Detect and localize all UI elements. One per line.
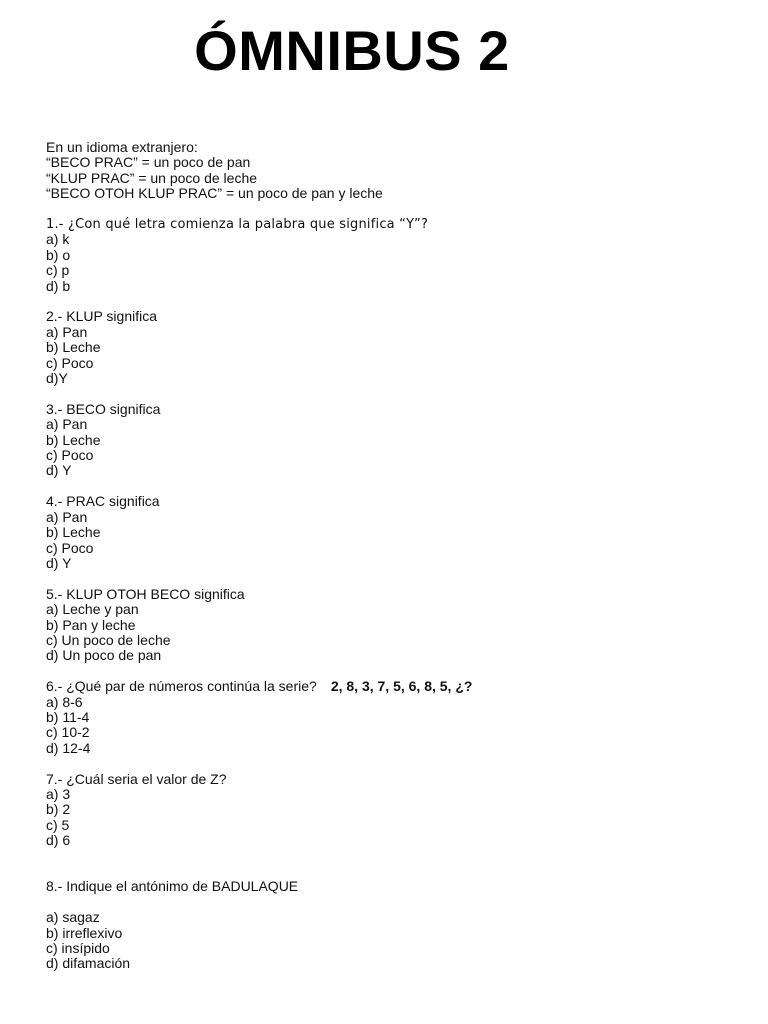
answer-option: b) Leche [46, 339, 101, 356]
answer-option: d) 6 [46, 832, 71, 849]
answer-option: d) b [46, 277, 71, 294]
intro-line: En un idioma extranjero: [46, 139, 198, 155]
answer-option: a) 3 [46, 785, 71, 802]
answer-option: d) 12-4 [46, 739, 91, 756]
intro-line: “BECO OTOH KLUP PRAC” = un poco de pan y leche [46, 185, 383, 202]
answer-option: c) Poco [46, 354, 94, 371]
answer-option: a) Pan [46, 508, 88, 525]
answer-option: d) Y [46, 462, 72, 479]
question-text: 6.- ¿Qué par de números continúa la serie? [46, 678, 317, 695]
question-text: 8.- Indique el antónimo de BADULAQUE [46, 878, 299, 895]
answer-option: c) Poco [46, 539, 94, 556]
answer-option: b) Leche [46, 524, 101, 541]
question-7 [46, 772, 736, 849]
answer-option: c) p [46, 262, 70, 279]
answer-option: a) sagaz [46, 909, 100, 926]
answer-option: d) Y [46, 554, 72, 571]
answer-option: a) Pan [46, 416, 88, 433]
question-8 [46, 879, 736, 971]
answer-option: a) Leche y pan [46, 601, 139, 618]
page-title: ÓMNIBUS 2 [194, 19, 510, 82]
answer-option: c) Un poco de leche [46, 631, 171, 648]
answer-option: a) 8-6 [46, 693, 83, 710]
answer-option: d) difamación [46, 955, 131, 972]
answer-option: a) k [46, 231, 70, 248]
question-line [46, 679, 736, 694]
number-series: 2, 8, 3, 7, 5, 6, 8, 5, ¿? [330, 678, 473, 695]
intro-line: “KLUP PRAC” = un poco de leche [46, 169, 258, 186]
answer-option: d) Un poco de pan [46, 647, 162, 664]
question-3 [46, 402, 736, 479]
question-6 [46, 679, 736, 756]
answer-option: b) 11-4 [46, 708, 90, 725]
answer-option: d)Y [46, 370, 68, 387]
answer-option: c) insípido [46, 939, 110, 956]
answer-option: a) Pan [46, 323, 88, 340]
answer-option: c) 5 [46, 816, 70, 833]
spacer [46, 895, 736, 910]
answer-option: b) Pan y leche [46, 616, 136, 633]
question-text: 1.- ¿Con qué letra comienza la palabra que significa “Y”? [46, 217, 429, 233]
answer-option: c) 10-2 [46, 724, 90, 741]
document-body [46, 140, 736, 987]
intro-block [46, 140, 736, 202]
question-text: 3.- BECO significa [46, 400, 161, 417]
question-text: 4.- PRAC significa [46, 493, 160, 510]
answer-option: b) 2 [46, 801, 71, 818]
question-text: 2.- KLUP significa [46, 308, 158, 325]
question-5 [46, 587, 736, 664]
answer-option: b) o [46, 246, 71, 263]
question-2 [46, 309, 736, 386]
answer-option: b) Leche [46, 431, 101, 448]
intro-line: “BECO PRAC” = un poco de pan [46, 154, 251, 171]
question-text: 5.- KLUP OTOH BECO significa [46, 585, 245, 602]
question-1 [46, 217, 736, 294]
answer-option: c) Poco [46, 447, 94, 464]
answer-option: b) irreflexivo [46, 924, 123, 941]
question-4 [46, 494, 736, 571]
question-text: 7.- ¿Cuál seria el valor de Z? [46, 770, 227, 787]
